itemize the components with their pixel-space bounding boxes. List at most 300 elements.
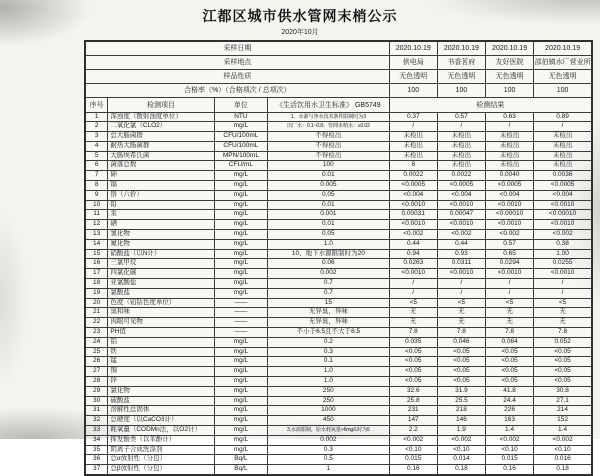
result-cell: <0.0010 (534, 200, 592, 210)
table-row (85, 269, 592, 279)
table-row (85, 396, 592, 406)
result-cell: 0.015 (389, 455, 437, 465)
result-cell: 31.9 (437, 386, 485, 396)
parameter-cell: 总α放射性（分包） (108, 455, 214, 465)
parameter-cell: 溶解性总固体 (108, 406, 214, 416)
unit-cell: mg/L (214, 445, 267, 455)
row-index-cell: 23 (85, 328, 108, 338)
result-cell: 未检出 (437, 141, 485, 151)
standard-cell: 0.01 (268, 220, 390, 230)
unit-cell: —— (214, 308, 267, 318)
standard-cell: 0.001 (268, 210, 390, 220)
unit-cell: Bq/L (214, 465, 267, 475)
result-cell: 0.37 (389, 112, 437, 122)
row-index-cell: 35 (85, 445, 108, 455)
row-index-cell: 1 (85, 112, 108, 122)
unit-cell: mg/L (214, 426, 267, 436)
row-index-cell: 17 (85, 269, 108, 279)
info-row-value: 无色透明 (486, 69, 534, 83)
parameter-cell: 肉眼可见物 (108, 318, 214, 328)
standard-cell: 出厂水：0.1~0.8；管网末梢水：≥0.02 (268, 122, 390, 132)
result-cell: <0.002 (389, 230, 437, 240)
standard-cell: 1.0 (268, 367, 390, 377)
row-index-cell: 20 (85, 298, 108, 308)
parameter-cell: 色度（铂钴色度单位） (108, 298, 214, 308)
parameter-cell: 大肠埃希氏菌 (108, 151, 214, 161)
result-cell: 0.57 (486, 239, 534, 249)
page-title: 江都区城市供水管网末梢公示 (202, 8, 398, 24)
result-cell: 0.63 (486, 112, 534, 122)
col-header-standard: 《生活饮用水卫生标准》 GB5749 (268, 97, 390, 112)
table-row (85, 455, 592, 465)
unit-cell: —— (214, 318, 267, 328)
result-cell: 未检出 (486, 141, 534, 151)
standard-cell: 0.3 (268, 347, 390, 357)
result-cell: 未检出 (534, 141, 592, 151)
report-month: 2020年10月 (281, 29, 319, 36)
result-cell: / (389, 122, 437, 132)
info-row (85, 55, 592, 69)
row-index-cell: 10 (85, 200, 108, 210)
result-cell: 7.8 (534, 328, 592, 338)
result-cell: 0.00031 (389, 210, 437, 220)
row-index-cell: 12 (85, 220, 108, 230)
info-row (85, 69, 592, 83)
result-cell: <0.05 (486, 377, 534, 387)
parameter-cell: 铅 (108, 200, 214, 210)
parameter-cell: 总大肠菌群 (108, 132, 214, 142)
info-row-value: 友好医院 (486, 55, 534, 69)
result-cell: / (486, 279, 534, 289)
result-cell: <0.05 (486, 357, 534, 367)
parameter-cell: 铬（六价） (108, 190, 214, 200)
table-row (85, 308, 592, 318)
parameter-cell: 耗氧量（CODMn法，以O2计） (108, 426, 214, 436)
standard-cell: 0.01 (268, 171, 390, 181)
row-index-cell: 31 (85, 406, 108, 416)
result-cell: 27.1 (534, 396, 592, 406)
row-index-cell: 18 (85, 279, 108, 289)
result-cell: <0.002 (486, 435, 534, 445)
result-cell: 0.38 (534, 239, 592, 249)
unit-cell: mg/L (214, 279, 267, 289)
result-cell: 0.0255 (534, 259, 592, 269)
unit-cell: mg/L (214, 357, 267, 367)
info-row-label: 采样地点 (85, 55, 389, 69)
standard-cell: 0.1 (268, 357, 390, 367)
row-index-cell: 27 (85, 367, 108, 377)
result-cell: <5 (389, 298, 437, 308)
result-cell: 无 (389, 308, 437, 318)
standard-cell: 450 (268, 416, 390, 426)
row-index-cell: 21 (85, 308, 108, 318)
result-cell: 25.8 (389, 396, 437, 406)
result-cell: <0.05 (389, 357, 437, 367)
parameter-cell: 浑浊度（散射浊度单位） (108, 112, 214, 122)
unit-cell: mg/L (214, 435, 267, 445)
table-row (85, 279, 592, 289)
result-cell: <5 (534, 298, 592, 308)
result-cell: 0.0036 (534, 171, 592, 181)
row-index-cell: 8 (85, 181, 108, 191)
result-cell: <0.0005 (534, 181, 592, 191)
result-cell: <0.05 (534, 367, 592, 377)
result-cell: / (437, 288, 485, 298)
result-cell: <0.0010 (389, 220, 437, 230)
table-row (85, 288, 592, 298)
unit-cell: mg/L (214, 171, 267, 181)
result-cell: <0.00010 (486, 210, 534, 220)
result-cell: <0.05 (437, 377, 485, 387)
result-cell: 0.0022 (389, 171, 437, 181)
table-row (85, 416, 592, 426)
result-cell: 未检出 (389, 151, 437, 161)
result-cell: 1.4 (486, 426, 534, 436)
result-cell: / (389, 279, 437, 289)
table-row (85, 249, 592, 259)
result-cell: <0.0005 (437, 181, 485, 191)
unit-cell: mg/L (214, 220, 267, 230)
result-cell: 226 (486, 406, 534, 416)
row-index-cell: 6 (85, 161, 108, 171)
standard-cell: 15 (268, 298, 390, 308)
result-cell: 无 (389, 318, 437, 328)
result-cell: <0.05 (437, 347, 485, 357)
result-cell: 未检出 (437, 132, 485, 142)
result-cell: <0.10 (534, 445, 592, 455)
result-cell: 0.89 (534, 112, 592, 122)
table-row (85, 377, 592, 387)
result-cell: / (534, 279, 592, 289)
result-cell: 0.44 (437, 239, 485, 249)
info-row-label: 样品性质 (85, 69, 389, 83)
result-cell: <0.05 (389, 377, 437, 387)
unit-cell: mg/L (214, 367, 267, 377)
standard-cell: 0.002 (268, 269, 390, 279)
standard-cell: 100 (268, 161, 390, 171)
result-cell: <0.0010 (486, 269, 534, 279)
standard-cell: 0.01 (268, 200, 390, 210)
table-row (85, 122, 592, 132)
table-row (85, 181, 592, 191)
result-cell: 无 (534, 308, 592, 318)
unit-cell: —— (214, 298, 267, 308)
result-cell: 未检出 (534, 161, 592, 171)
row-index-cell: 5 (85, 151, 108, 161)
table-row (85, 161, 592, 171)
table-row (85, 298, 592, 308)
result-cell: <0.002 (534, 230, 592, 240)
result-cell: / (534, 122, 592, 132)
result-cell: 8 (389, 161, 437, 171)
result-cell: <0.0010 (437, 269, 485, 279)
unit-cell: mg/L (214, 416, 267, 426)
sampling-info-section (85, 41, 592, 97)
result-cell: <0.05 (534, 347, 592, 357)
row-index-cell: 19 (85, 288, 108, 298)
result-cell: 0.015 (486, 455, 534, 465)
result-cell: 0.93 (437, 249, 485, 259)
result-cell: <5 (486, 298, 534, 308)
result-cell: <0.05 (437, 367, 485, 377)
result-cell: 0.18 (437, 465, 485, 475)
result-cell: 0.18 (534, 465, 592, 475)
result-cell: 0.052 (534, 337, 592, 347)
info-row-value: 供电局 (389, 55, 437, 69)
result-cell: 0.0040 (486, 171, 534, 181)
row-index-cell: 30 (85, 396, 108, 406)
result-cell: <0.004 (486, 190, 534, 200)
standard-cell: 不得检出 (268, 132, 390, 142)
unit-cell: CFU/mL (214, 161, 267, 171)
col-header-item: 检测项目 (108, 97, 214, 112)
result-cell: 未检出 (534, 151, 592, 161)
table-row (85, 132, 592, 142)
result-cell: 0.65 (486, 249, 534, 259)
result-cell: 无 (437, 318, 485, 328)
result-cell: / (437, 279, 485, 289)
result-cell: 30.8 (534, 386, 592, 396)
unit-cell: mg/L (214, 386, 267, 396)
result-cell: 0.57 (437, 112, 485, 122)
col-header-unit: 单位 (214, 97, 267, 112)
result-cell: / (486, 122, 534, 132)
result-cell: <0.004 (389, 190, 437, 200)
unit-cell: mg/L (214, 269, 267, 279)
result-cell: / (486, 288, 534, 298)
result-cell: / (437, 122, 485, 132)
result-cell: 未检出 (534, 132, 592, 142)
row-index-cell: 33 (85, 426, 108, 436)
parameter-cell: 硒 (108, 220, 214, 230)
info-row-value: 无色透明 (389, 69, 437, 83)
result-cell: 0.94 (389, 249, 437, 259)
row-index-cell: 4 (85, 141, 108, 151)
result-cell: 218 (437, 406, 485, 416)
unit-cell: mg/L (214, 288, 267, 298)
result-cell: 0.016 (534, 455, 592, 465)
parameter-cell: 挥发酚类（以苯酚计） (108, 435, 214, 445)
result-cell: <0.002 (534, 435, 592, 445)
unit-cell: —— (214, 328, 267, 338)
info-row-value: 2020.10.19 (534, 41, 592, 55)
parameter-cell: 砷 (108, 171, 214, 181)
table-row (85, 337, 592, 347)
table-row (85, 357, 592, 367)
result-cell: 7.8 (437, 328, 485, 338)
result-cell: 0.16 (486, 465, 534, 475)
standard-cell: 0.05 (268, 190, 390, 200)
result-cell: 0.44 (389, 239, 437, 249)
row-index-cell: 13 (85, 230, 108, 240)
standard-cell: 0.06 (268, 259, 390, 269)
table-row (85, 465, 592, 475)
table-row (85, 328, 592, 338)
unit-cell: mg/L (214, 200, 267, 210)
table-row (85, 210, 592, 220)
result-cell: 7.8 (389, 328, 437, 338)
row-index-cell: 34 (85, 435, 108, 445)
result-cell: <0.0005 (389, 181, 437, 191)
result-cell: / (389, 288, 437, 298)
parameter-cell: 镉 (108, 181, 214, 191)
row-index-cell: 24 (85, 337, 108, 347)
result-cell: 未检出 (389, 141, 437, 151)
parameter-cell: 耐热大肠菌群 (108, 141, 214, 151)
col-header-index: 序号 (85, 97, 108, 112)
unit-cell: mg/L (214, 230, 267, 240)
result-cell: 163 (486, 416, 534, 426)
parameter-cell: 四氯化碳 (108, 269, 214, 279)
standard-cell: 1 (268, 465, 390, 475)
unit-cell: mg/L (214, 396, 267, 406)
parameter-cell: 三氯甲烷 (108, 259, 214, 269)
parameter-cell: 铝 (108, 337, 214, 347)
standard-cell: 0.05 (268, 230, 390, 240)
result-cell: <0.05 (534, 377, 592, 387)
result-cell: <0.004 (534, 190, 592, 200)
table-row (85, 386, 592, 396)
parameter-cell: 臭和味 (108, 308, 214, 318)
standard-cell: 250 (268, 386, 390, 396)
result-cell: <0.05 (534, 357, 592, 367)
info-row-value: 无色透明 (534, 69, 592, 83)
result-cell: 无 (486, 318, 534, 328)
table-row (85, 220, 592, 230)
row-index-cell: 2 (85, 122, 108, 132)
parameter-cell: 氟化物 (108, 239, 214, 249)
info-row (85, 83, 592, 97)
parameter-cell: PH值 (108, 328, 214, 338)
result-cell: 0.0294 (486, 259, 534, 269)
info-row-value: 2020.10.19 (486, 41, 534, 55)
row-index-cell: 15 (85, 249, 108, 259)
result-cell: 214 (534, 406, 592, 416)
result-cell: <0.0010 (389, 269, 437, 279)
standard-cell: 不小于6.5且不大于8.5 (268, 328, 390, 338)
result-cell: 1.9 (437, 426, 485, 436)
standard-cell: 0.5 (268, 455, 390, 465)
unit-cell: mg/L (214, 181, 267, 191)
row-index-cell: 9 (85, 190, 108, 200)
standard-cell: 0.3 (268, 445, 390, 455)
row-index-cell: 7 (85, 171, 108, 181)
row-index-cell: 25 (85, 347, 108, 357)
standard-cell: 1.0 (268, 377, 390, 387)
parameter-cell: 汞 (108, 210, 214, 220)
result-cell: <5 (437, 298, 485, 308)
info-row-value: 100 (437, 83, 485, 97)
result-cell: 未检出 (437, 151, 485, 161)
result-cell: <0.0010 (486, 220, 534, 230)
result-cell: 无 (486, 308, 534, 318)
result-cell: <0.05 (486, 347, 534, 357)
row-index-cell: 36 (85, 455, 108, 465)
parameter-cell: 氰化物 (108, 230, 214, 240)
results-section (85, 112, 592, 475)
info-row-value: 100 (486, 83, 534, 97)
result-cell: 1.00 (534, 249, 592, 259)
result-cell: 0.035 (389, 337, 437, 347)
info-row-value: 2020.10.19 (437, 41, 485, 55)
result-cell: 146 (437, 416, 485, 426)
table-row (85, 200, 592, 210)
table-row (85, 259, 592, 269)
standard-cell: 0.2 (268, 337, 390, 347)
result-cell: <0.0005 (486, 181, 534, 191)
unit-cell: mg/L (214, 249, 267, 259)
col-header-result: 检测结果 (389, 97, 592, 112)
parameter-cell: 氯化物 (108, 386, 214, 396)
table-row (85, 239, 592, 249)
unit-cell: mg/L (214, 239, 267, 249)
parameter-cell: 锌 (108, 377, 214, 387)
result-cell: <0.0010 (534, 269, 592, 279)
standard-cell: 0.002 (268, 435, 390, 445)
result-cell: <0.002 (437, 435, 485, 445)
info-row-value: 2020.10.19 (389, 41, 437, 55)
parameter-cell: 总硬度（以CaCO3计） (108, 416, 214, 426)
row-index-cell: 37 (85, 465, 108, 475)
result-cell: <0.00010 (534, 210, 592, 220)
table-row (85, 426, 592, 436)
result-cell: <0.002 (437, 230, 485, 240)
table-row (85, 112, 592, 122)
standard-cell: 0.7 (268, 288, 390, 298)
parameter-cell: 硫酸盐 (108, 396, 214, 406)
standard-cell: 0.005 (268, 181, 390, 191)
result-cell: 未检出 (486, 132, 534, 142)
water-quality-table (84, 40, 593, 476)
row-index-cell: 3 (85, 132, 108, 142)
parameter-cell: 硝酸盐（以N计） (108, 249, 214, 259)
table-row (85, 171, 592, 181)
result-cell: 25.5 (437, 396, 485, 406)
table-row (85, 151, 592, 161)
unit-cell: MPN/100mL (214, 151, 267, 161)
table-row (85, 406, 592, 416)
result-cell: 0.014 (437, 455, 485, 465)
unit-cell: CFU/100mL (214, 141, 267, 151)
row-index-cell: 28 (85, 377, 108, 387)
table-row (85, 318, 592, 328)
standard-cell: 0.7 (268, 279, 390, 289)
table-row (85, 367, 592, 377)
standard-cell: 不得检出 (268, 141, 390, 151)
result-cell: 0.0311 (437, 259, 485, 269)
standard-cell: 10、地下水源限制时为20 (268, 249, 390, 259)
unit-cell: mg/L (214, 190, 267, 200)
result-cell: 147 (389, 416, 437, 426)
result-cell: 231 (389, 406, 437, 416)
parameter-cell: 总β放射性（分包） (108, 465, 214, 475)
unit-cell: mg/L (214, 337, 267, 347)
result-cell: <0.0010 (534, 220, 592, 230)
result-cell: 0.16 (389, 465, 437, 475)
table-row (85, 230, 592, 240)
result-cell: <0.002 (389, 435, 437, 445)
result-cell: 32.6 (389, 386, 437, 396)
result-cell: 0.064 (486, 337, 534, 347)
result-cell: <0.05 (389, 367, 437, 377)
info-row-label: 采样日期 (85, 41, 389, 55)
info-row-value: 无色透明 (437, 69, 485, 83)
column-header-row (85, 97, 592, 112)
result-cell: 41.8 (486, 386, 534, 396)
result-cell: 24.4 (486, 396, 534, 406)
parameter-cell: 菌落总数 (108, 161, 214, 171)
result-cell: 7.8 (486, 328, 534, 338)
